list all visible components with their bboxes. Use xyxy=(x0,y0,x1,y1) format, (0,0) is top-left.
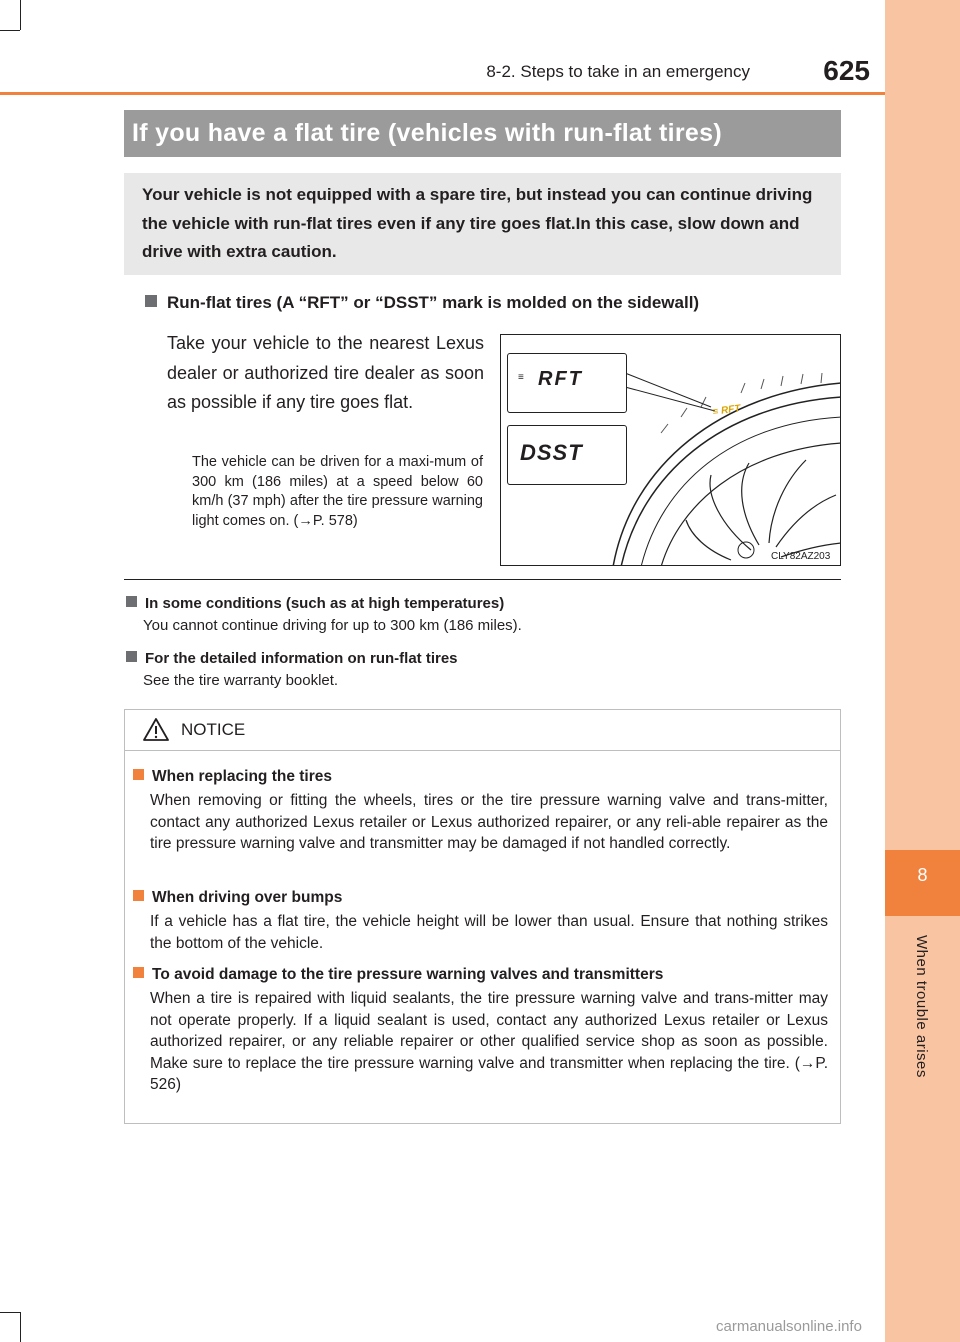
notice-title: NOTICE xyxy=(181,720,246,739)
subsection-heading-text: Run-flat tires (A “RFT” or “DSST” mark is molded on the sidewall) xyxy=(167,293,700,312)
notice-item-body: When a tire is repaired with liquid sealants, the tire pressure warning valve and trans-mitter may not operate properly. If a liquid sealant is used, contact any authorized Lexus retailer or Lexus authorized repairer, or any reliable repairer or other qualified service shop as soon as possible. Make sure to replace the tire pressure warning valve and transmitter when replacing the tire. (→P. 526) xyxy=(150,990,828,1093)
notice-item-driving-bumps xyxy=(133,889,828,954)
section-divider xyxy=(124,579,841,580)
square-bullet-icon xyxy=(126,596,137,607)
crop-mark xyxy=(0,1312,20,1313)
square-bullet-icon xyxy=(145,295,157,307)
page-title: If you have a flat tire (vehicles with run-flat tires) xyxy=(124,110,841,157)
figure-code: CLY82AZ203 xyxy=(771,551,831,562)
notice-box xyxy=(124,709,841,1124)
note-heading: For the detailed information on run-flat tires xyxy=(145,650,458,667)
rft-mark-text: RFT xyxy=(538,368,583,390)
crop-mark xyxy=(20,0,21,30)
chapter-title: When trouble arises xyxy=(913,935,930,1078)
svg-text:≡ RFT: ≡ RFT xyxy=(711,403,742,418)
note-body: You cannot continue driving for up to 300 km (186 miles). xyxy=(143,617,522,634)
subsection-note: The vehicle can be driven for a maxi-mum of 300 km (186 miles) at a speed below 60 km/h (37 mph) after the tire pressure warning light comes on. (→P. 578) xyxy=(192,454,483,529)
subsection-body: Take your vehicle to the nearest Lexus dealer or authorized tire dealer as soon as possible if any tire goes flat. xyxy=(167,333,484,412)
tire-illustration xyxy=(500,334,841,566)
notice-item-body: When removing or fitting the wheels, tires or the tire pressure warning valve and trans-mitter, contact any authorized Lexus retailer or Lexus authorized repairer, or any reli-able repairer as the tire pressure warning valve and transmitter may be damaged if not handled correctly. xyxy=(150,792,828,852)
page-number: 625 xyxy=(823,55,870,86)
crop-mark xyxy=(0,30,20,31)
rft-mark-box xyxy=(507,353,627,413)
rft-lines-icon: ≡ xyxy=(518,372,524,383)
note-body: See the tire warranty booklet. xyxy=(143,672,339,689)
watermark: carmanualsonline.info xyxy=(716,1318,862,1335)
note-high-temperatures xyxy=(126,595,841,636)
header-rule xyxy=(0,92,885,95)
notice-item-heading: When driving over bumps xyxy=(152,889,343,906)
notice-item-body: If a vehicle has a flat tire, the vehicle height will be lower than usual. Ensure that nothing strikes the bottom of the vehicle. xyxy=(150,913,828,952)
section-title: 8-2. Steps to take in an emergency xyxy=(486,62,750,81)
note-heading: In some conditions (such as at high temperatures) xyxy=(145,595,505,612)
warning-triangle-icon xyxy=(143,718,169,741)
notice-header xyxy=(125,710,840,751)
subsection-heading xyxy=(145,293,699,313)
notice-item-heading: To avoid damage to the tire pressure warning valves and transmitters xyxy=(152,966,664,983)
intro-box: Your vehicle is not equipped with a spare tire, but instead you can continue driving the vehicle with run-flat tires even if any tire goes flat.In this case, slow down and drive with extra caution. xyxy=(124,173,841,275)
note-run-flat-info xyxy=(126,650,841,691)
notice-item-replacing-tires xyxy=(133,768,828,855)
dsst-mark-box xyxy=(507,425,627,485)
square-bullet-icon xyxy=(126,651,137,662)
crop-mark xyxy=(20,1312,21,1342)
chapter-side-tab xyxy=(885,0,960,1342)
square-bullet-icon xyxy=(133,890,144,901)
notice-item-valve-damage xyxy=(133,966,828,1096)
chapter-number: 8 xyxy=(917,865,928,885)
notice-item-heading: When replacing the tires xyxy=(152,768,333,785)
square-bullet-icon xyxy=(133,967,144,978)
square-bullet-icon xyxy=(133,769,144,780)
dsst-mark-text: DSST xyxy=(520,440,583,465)
